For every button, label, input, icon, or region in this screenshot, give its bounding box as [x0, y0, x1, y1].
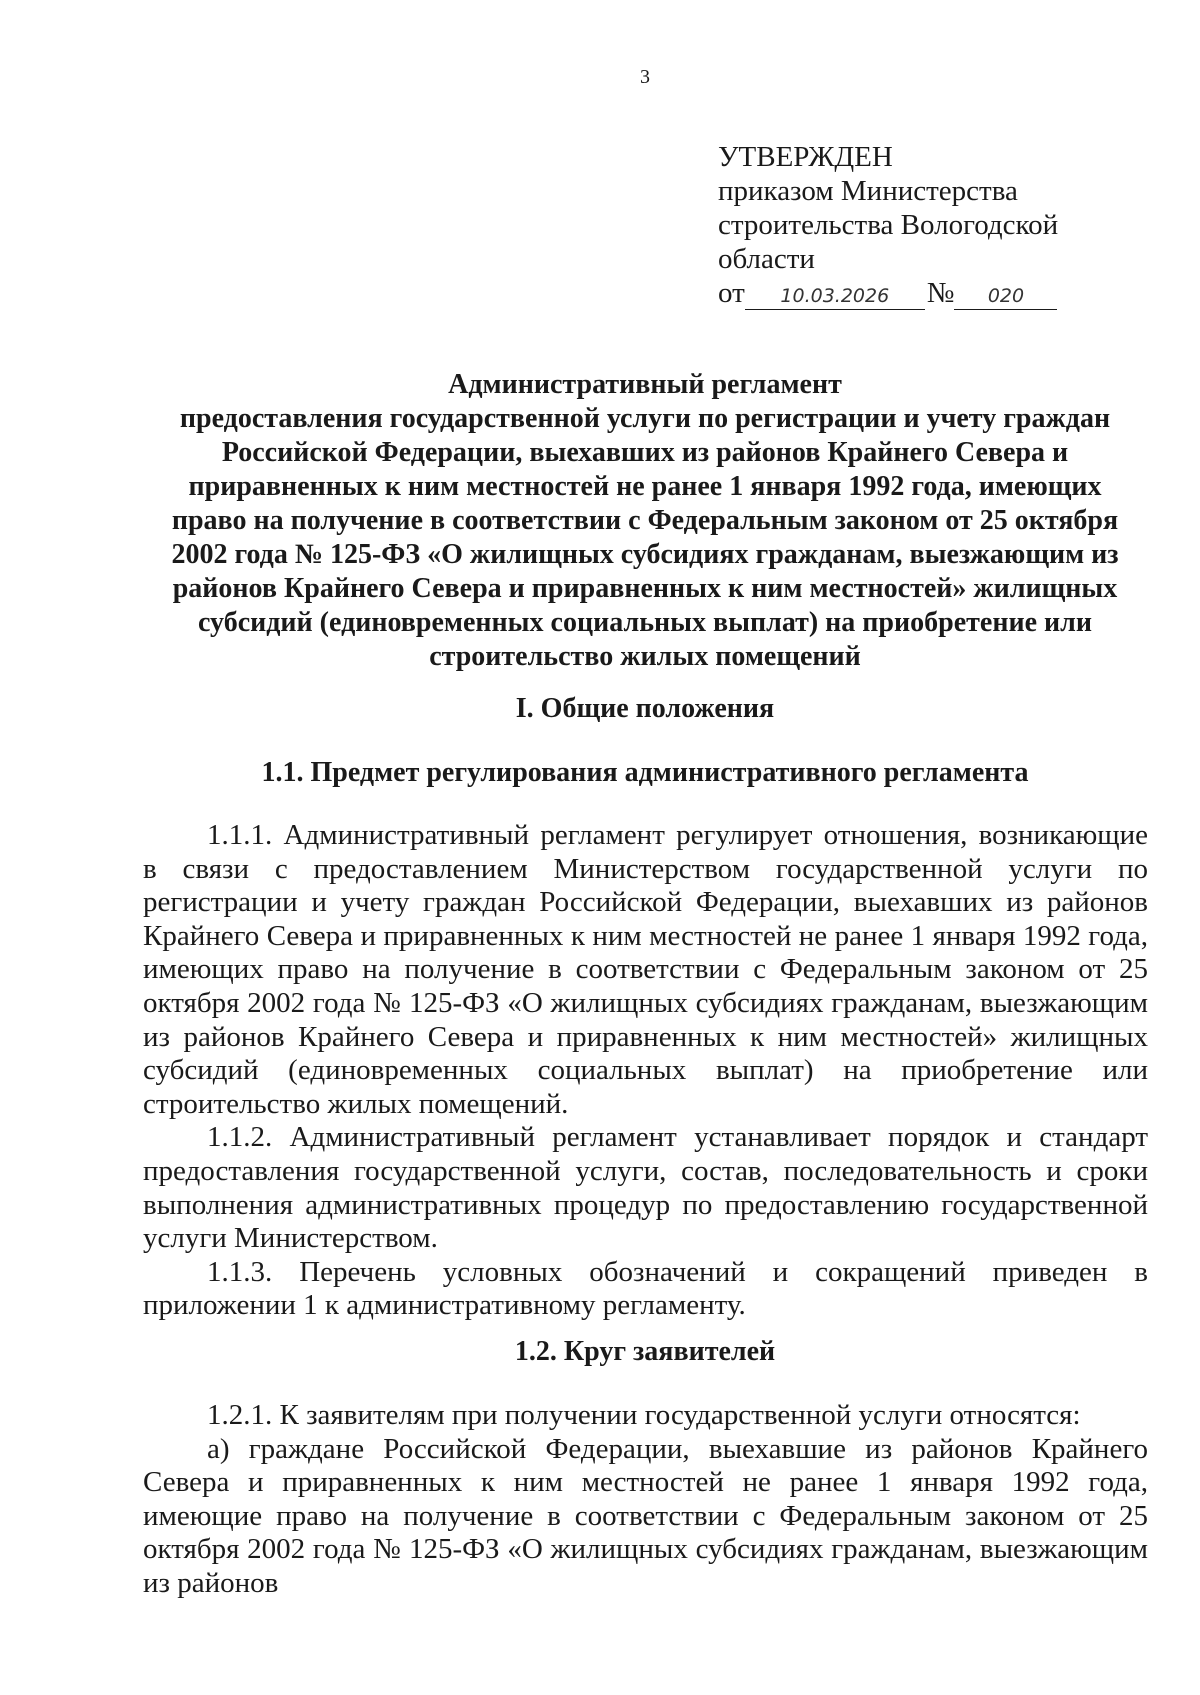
approval-status: УТВЕРЖДЕН	[718, 141, 893, 173]
section-heading: I. Общие положения	[515, 693, 775, 724]
title-line: Административный регламент	[448, 369, 842, 400]
subsection-heading: 1.2. Круг заявителей	[514, 1336, 776, 1367]
from-label: от	[718, 277, 745, 309]
paragraph-1-1-1: 1.1.1. Административный регламент регулирует отношения, возникающие в связи с предоставлением Министерством государственной услуги по регистрации и учету граждан Российской Федерации, выехавших из районов Крайнего Севера и приравненных к ним местностей не ранее 1 января 1992 года, имеющих право на получение в соответствии с Федеральным законом от 25 октября 2002 года № 125-ФЗ «О жилищных субсидиях гражданам, выезжающим из районов Крайнего Севера и приравненных к ним местностей» жилищных субсидий (единовременных социальных выплат) на приобретение или строительство жилых помещений.	[143, 819, 1148, 1120]
handwritten-date: 10.03.2026	[745, 283, 925, 310]
paragraph-1-1-2: 1.1.2. Административный регламент устанавливает порядок и стандарт предоставления государственной услуги, состав, последовательность и сроки выполнения административных процедур по предоставлению государственной услуги Министерством.	[143, 1121, 1148, 1255]
paragraph-1-1-3: 1.1.3. Перечень условных обозначений и сокращений приведен в приложении 1 к административному регламенту.	[143, 1255, 1148, 1322]
paragraph-1-2-1: 1.2.1. К заявителям при получении государственной услуги относятся:	[207, 1399, 1081, 1431]
number-label: №	[926, 277, 955, 309]
body-block-1-1	[143, 819, 1148, 1323]
approval-stamp-block	[718, 140, 1058, 310]
title-line: строительство жилых помещений	[429, 641, 861, 672]
paragraph-1-2-1-a: а) граждане Российской Федерации, выехавшие из районов Крайнего Севера и приравненных к ним местностей не ранее 1 января 1992 года, имеющие право на получение в соответствии с Федеральным законом от 25 октября 2002 года № 125-ФЗ «О жилищных субсидиях гражданам, выезжающим из районов	[143, 1432, 1148, 1599]
approval-region-line: области	[718, 243, 815, 275]
approval-date-line	[718, 276, 1058, 310]
title-line: Российской Федерации, выехавших из районов Крайнего Севера и	[221, 437, 1069, 468]
document-title	[150, 368, 1140, 674]
title-line: право на получение в соответствии с Федеральным законом от 25 октября	[171, 505, 1119, 536]
subsection-heading: 1.1. Предмет регулирования административного регламента	[261, 757, 1029, 788]
title-line: районов Крайнего Севера и приравненных к ним местностей» жилищных	[172, 573, 1118, 604]
title-line: приравненных к ним местностей не ранее 1 января 1992 года, имеющих	[188, 471, 1102, 502]
page-number: 3	[640, 66, 650, 88]
title-line: предоставления государственной услуги по регистрации и учету граждан	[179, 403, 1111, 434]
approval-order-line: приказом Министерства	[718, 175, 1018, 207]
approval-ministry-line: строительства Вологодской	[718, 209, 1059, 241]
title-line: субсидий (единовременных социальных выплат) на приобретение или	[198, 607, 1092, 638]
body-block-1-2	[143, 1399, 1148, 1601]
title-line: 2002 года № 125-ФЗ «О жилищных субсидиях гражданам, выезжающим из	[171, 539, 1119, 570]
handwritten-number: 020	[954, 283, 1057, 310]
